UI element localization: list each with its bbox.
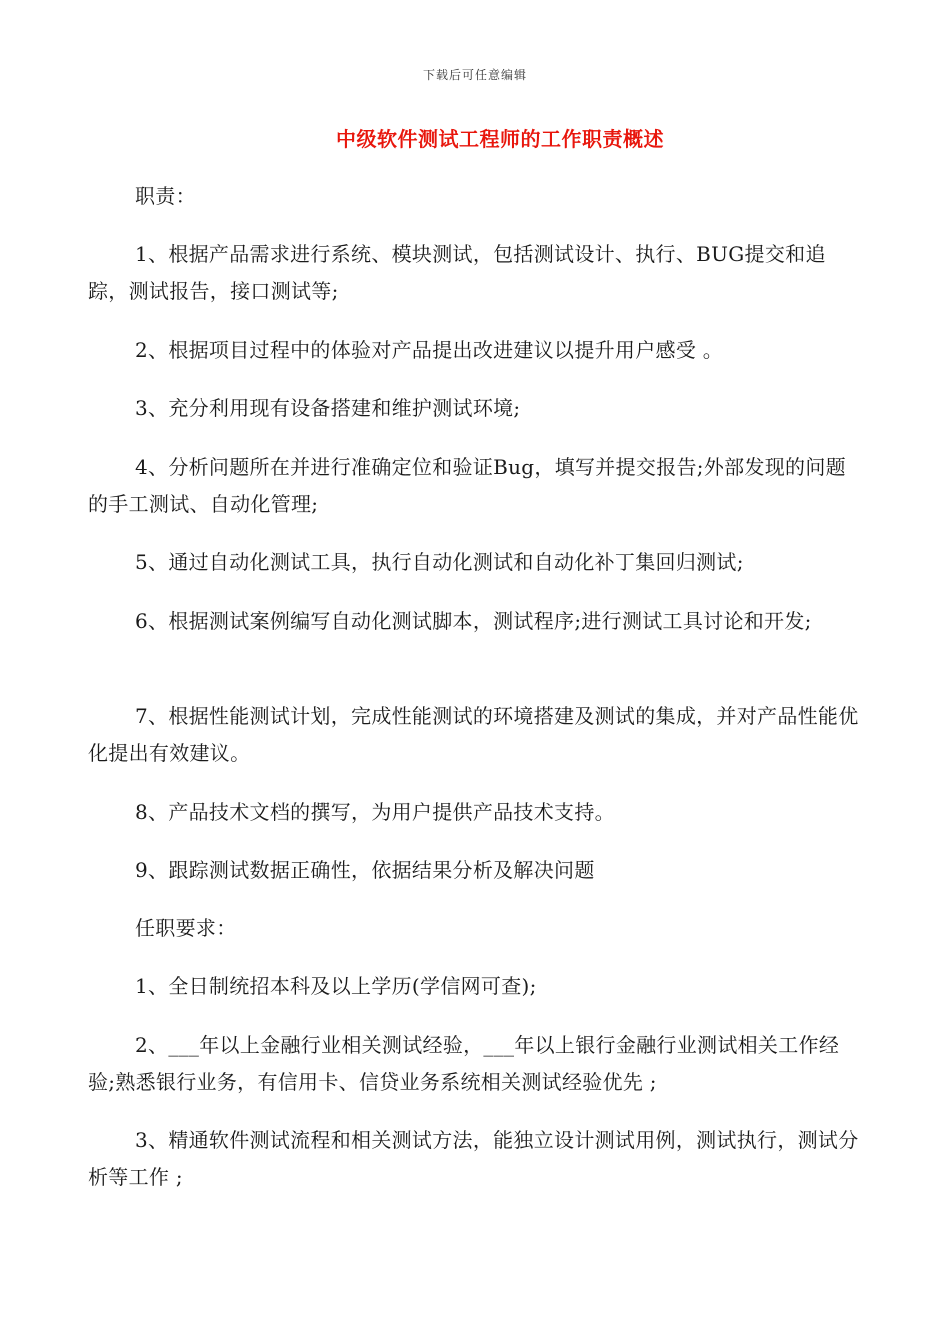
document-body (88, 178, 864, 215)
paragraph-duty-9: 9、跟踪测试数据正确性，依据结果分析及解决问题 (135, 858, 595, 882)
paragraph-requirement-2: 2、___年以上金融行业相关测试经验，___年以上银行金融行业测试相关工作经验;熟悉银行业务，有信用卡、信贷业务系统相关测试经验优先 ; (88, 1033, 840, 1094)
header-note: 下载后可任意编辑 (422, 68, 527, 82)
paragraph-duty-5: 5、通过自动化测试工具，执行自动化测试和自动化补丁集回归测试; (135, 550, 744, 574)
paragraph-requirement-3: 3、精通软件测试流程和相关测试方法，能独立设计测试用例，测试执行，测试分析等工作 ; (88, 1128, 859, 1189)
paragraph-duty-4: 4、分析问题所在并进行准确定位和验证Bug，填写并提交报告;外部发现的问题的手工测试、自动化管理; (88, 455, 846, 516)
paragraph-duty-8: 8、产品技术文档的撰写，为用户提供产品技术支持。 (135, 800, 615, 824)
document-title: 中级软件测试工程师的工作职责概述 (336, 127, 664, 151)
document-body (88, 910, 864, 947)
paragraph-duties-heading: 职责： (135, 184, 196, 208)
paragraph-requirements-heading: 任职要求： (135, 916, 237, 940)
document-body (88, 236, 864, 310)
document-body (88, 968, 864, 1005)
document-body (88, 332, 864, 369)
document-body (88, 449, 864, 523)
document-body (88, 603, 864, 640)
paragraph-duty-2: 2、根据项目过程中的体验对产品提出改进建议以提升用户感受 。 (135, 338, 724, 362)
document-body (88, 852, 864, 889)
document-body (88, 1122, 864, 1196)
paragraph-requirement-1: 1、全日制统招本科及以上学历(学信网可查); (135, 974, 537, 998)
paragraph-duty-7: 7、根据性能测试计划，完成性能测试的环境搭建及测试的集成，并对产品性能优化提出有效建议。 (88, 704, 859, 765)
document-body (88, 390, 864, 427)
document-body (88, 794, 864, 831)
paragraph-duty-3: 3、充分利用现有设备搭建和维护测试环境; (135, 396, 521, 420)
document-body (88, 544, 864, 581)
document-body (88, 698, 864, 772)
paragraph-duty-6: 6、根据测试案例编写自动化测试脚本，测试程序;进行测试工具讨论和开发; (135, 609, 812, 633)
paragraph-duty-1: 1、根据产品需求进行系统、模块测试，包括测试设计、执行、BUG提交和追踪，测试报告，接口测试等; (88, 242, 826, 303)
document-body (88, 1027, 864, 1101)
